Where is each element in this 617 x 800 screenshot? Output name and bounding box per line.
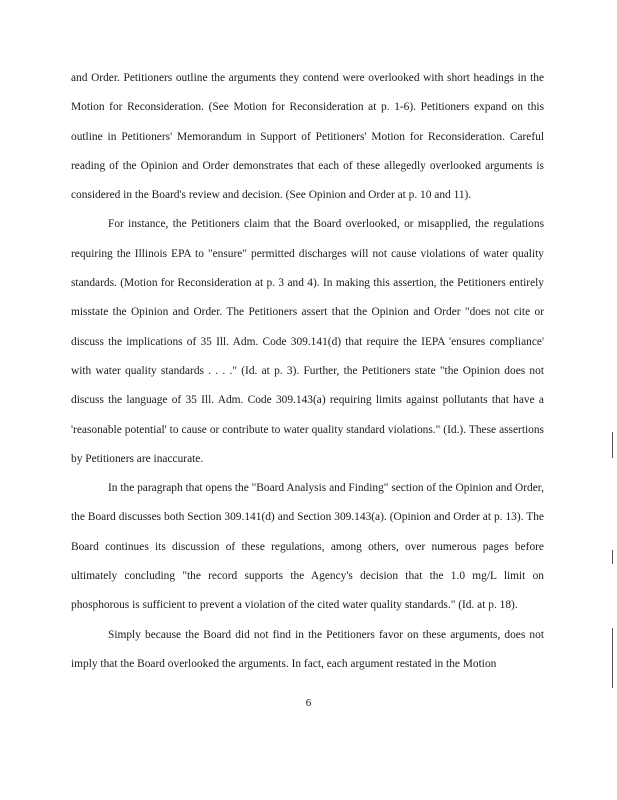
scan-artifact-mark bbox=[612, 432, 613, 458]
paragraph-for-instance: For instance, the Petitioners claim that the Board overlooked, or misapplied, the regulations requiring the Illinois EPA to "ensure" permitted discharges will not cause violations of water quality standards. (Motion for Reconsideration at p. 3 and 4). In making this assertion, the Petitioners entirely misstate the Opinion and Order. The Petitioners assert that the Opinion and Order "does not cite or discuss the implications of 35 Ill. Adm. Code 309.141(d) that require the IEPA 'ensures compliance' with water quality standards . . . ." (Id. at p. 3). Further, the Petitioners state "the Opinion does not discuss the language of 35 Ill. Adm. Code 309.143(a) requiring limits against pollutants that have a 'reasonable potential' to cause or contribute to water quality standard violations." (Id.). These assertions by Petitioners are inaccurate. bbox=[71, 218, 544, 465]
paragraph-board-analysis: In the paragraph that opens the "Board Analysis and Finding" section of the Opinion and Order, the Board discusses both Section 309.141(d) and Section 309.143(a). (Opinion and Order at p. 13). The Board continues its discussion of these regulations, among others, over numerous pages before ultimately concluding "the record supports the Agency's decision that the 1.0 mg/L limit on phosphorous is sufficient to prevent a violation of the cited water quality standards." (Id. at p. 18). bbox=[71, 482, 544, 612]
scan-artifact-mark bbox=[612, 628, 613, 688]
scan-artifact-mark bbox=[612, 550, 613, 564]
page-number: 6 bbox=[305, 697, 312, 709]
body-text bbox=[71, 64, 544, 679]
paragraph-continuation: and Order. Petitioners outline the arguments they contend were overlooked with short headings in the Motion for Reconsideration. (See Motion for Reconsideration at p. 1-6). Petitioners expand on this outline in Petitioners' Memorandum in Support of Petitioners' Motion for Reconsideration. Careful reading of the Opinion and Order demonstrates that each of these allegedly overlooked arguments is considered in the Board's review and decision. (See Opinion and Order at p. 10 and 11). bbox=[71, 72, 544, 202]
paragraph-simply-because: Simply because the Board did not find in the Petitioners favor on these arguments, does not imply that the Board overlooked the arguments. In fact, each argument restated in the Motion bbox=[71, 628, 544, 670]
